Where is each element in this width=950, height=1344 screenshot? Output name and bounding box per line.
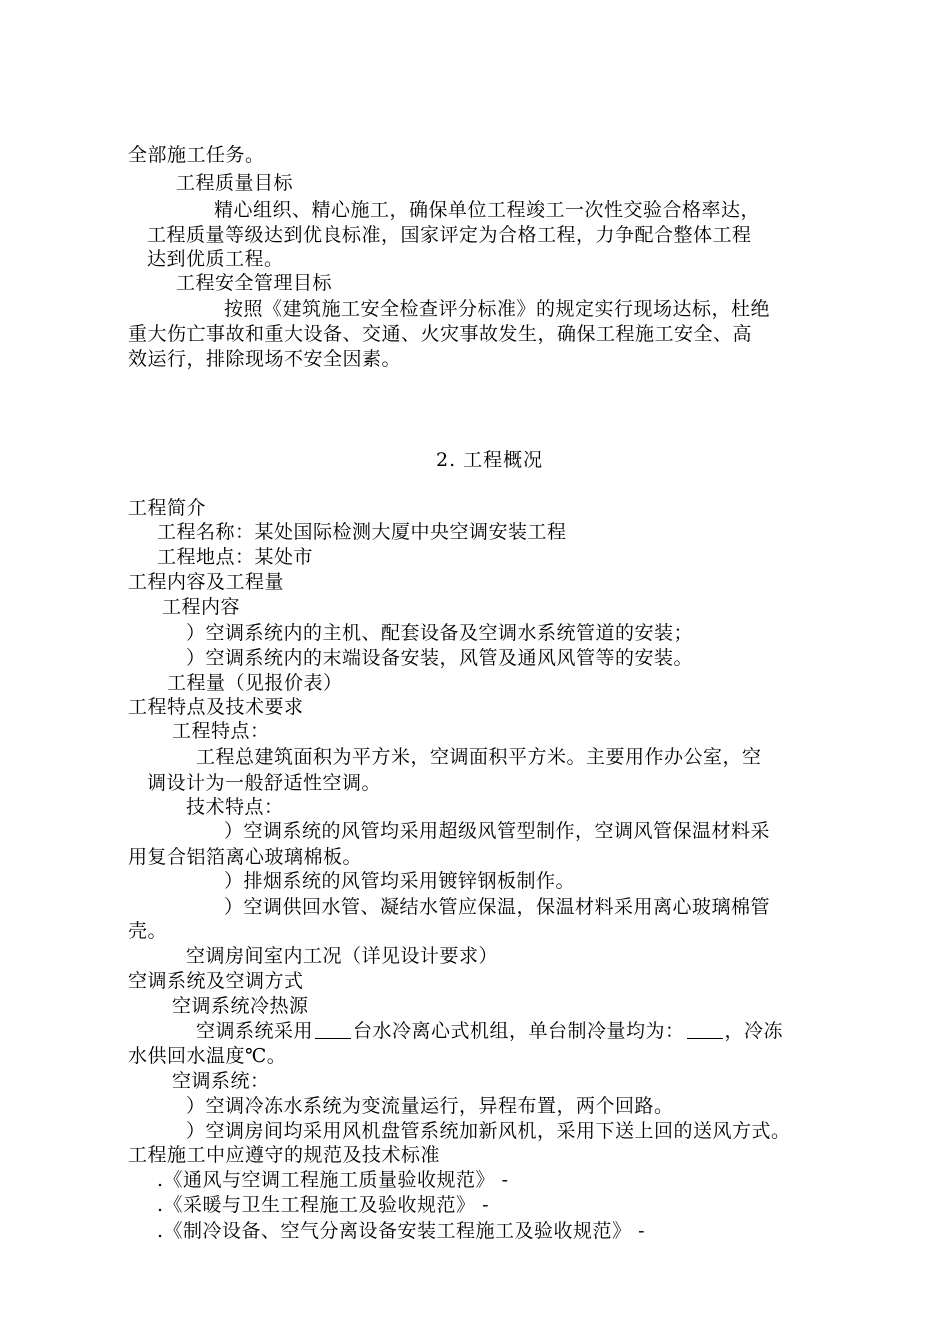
list-item: .《制冷设备、空气分离设备安装工程施工及验收规范》 - — [157, 1220, 646, 1242]
section-heading: 2. 工程概况 — [436, 449, 544, 471]
text-line — [196, 1018, 783, 1044]
list-item: ）空调供回水管、凝结水管应保温，保温材料采用离心玻璃棉管 — [224, 896, 771, 918]
text-line: 空调系统： — [172, 1070, 270, 1092]
list-item: ）空调系统的风管均采用超级风管型制作，空调风管保温材料采 — [224, 820, 771, 842]
text-line: 工程质量等级达到优良标准，国家评定为合格工程，力争配合整体工程 — [147, 224, 752, 246]
subheading-standards: 工程施工中应遵守的规范及技术标准 — [128, 1144, 441, 1166]
text-line: 效运行，排除现场不安全因素。 — [128, 348, 402, 370]
text-line: 重大伤亡事故和重大设备、交通、火灾事故发生，确保工程施工安全、高 — [128, 323, 753, 345]
text-line: 全部施工任务。 — [128, 144, 265, 166]
text-line: 用复合铝箔离心玻璃棉板。 — [128, 846, 363, 868]
text-line: 按照《建筑施工安全检查评分标准》的规定实行现场达标，杜绝 — [224, 298, 771, 320]
list-item: .《通风与空调工程施工质量验收规范》 - — [157, 1169, 509, 1191]
text-line: 工程特点： — [172, 720, 270, 742]
text-line: 水供回水温度℃。 — [128, 1045, 287, 1067]
text-line: 工程内容 — [162, 596, 241, 618]
list-item: ）空调房间均采用风机盘管系统加新风机，采用下送上回的送风方式。 — [186, 1120, 791, 1142]
list-item: ）空调冷冻水系统为变流量运行，异程布置，两个回路。 — [186, 1095, 674, 1117]
blank-field — [315, 1020, 351, 1039]
text-fragment: 空调系统采用 — [196, 1020, 314, 1042]
text-line: 工程总建筑面积为平方米，空调面积平方米。主要用作办公室，空 — [196, 746, 762, 768]
subheading-content: 工程内容及工程量 — [128, 571, 285, 593]
subheading-safety-goal: 工程安全管理目标 — [176, 272, 333, 294]
text-line: 精心组织、精心施工，确保单位工程竣工一次性交验合格率达， — [214, 199, 761, 221]
list-item: ）空调系统内的主机、配套设备及空调水系统管道的安装； — [186, 622, 694, 644]
list-item: ）排烟系统的风管均采用镀锌钢板制作。 — [224, 870, 576, 892]
text-line: 工程地点：某处市 — [157, 546, 314, 568]
text-line: 工程名称：某处国际检测大厦中央空调安装工程 — [157, 521, 567, 543]
list-item: ）空调系统内的末端设备安装，风管及通风风管等的安装。 — [186, 647, 694, 669]
text-line: 技术特点： — [186, 796, 284, 818]
list-item: .《采暖与卫生工程施工及验收规范》 - — [157, 1194, 489, 1216]
subheading-features: 工程特点及技术要求 — [128, 696, 304, 718]
text-line: 空调房间室内工况（详见设计要求） — [186, 945, 499, 967]
text-fragment: ，冷冻 — [724, 1020, 784, 1042]
blank-field — [687, 1020, 723, 1039]
subheading-quality-goal: 工程质量目标 — [176, 172, 294, 194]
text-line: 壳。 — [128, 920, 168, 942]
subheading-intro: 工程简介 — [128, 497, 207, 519]
text-line: 空调系统冷热源 — [172, 995, 309, 1017]
text-line: 工程量（见报价表） — [167, 672, 343, 694]
text-fragment: 台水冷离心式机组，单台制冷量均为： — [353, 1020, 685, 1042]
text-line: 调设计为一般舒适性空调。 — [147, 772, 382, 794]
subheading-ac-system: 空调系统及空调方式 — [128, 970, 304, 992]
text-line: 达到优质工程。 — [147, 248, 284, 270]
